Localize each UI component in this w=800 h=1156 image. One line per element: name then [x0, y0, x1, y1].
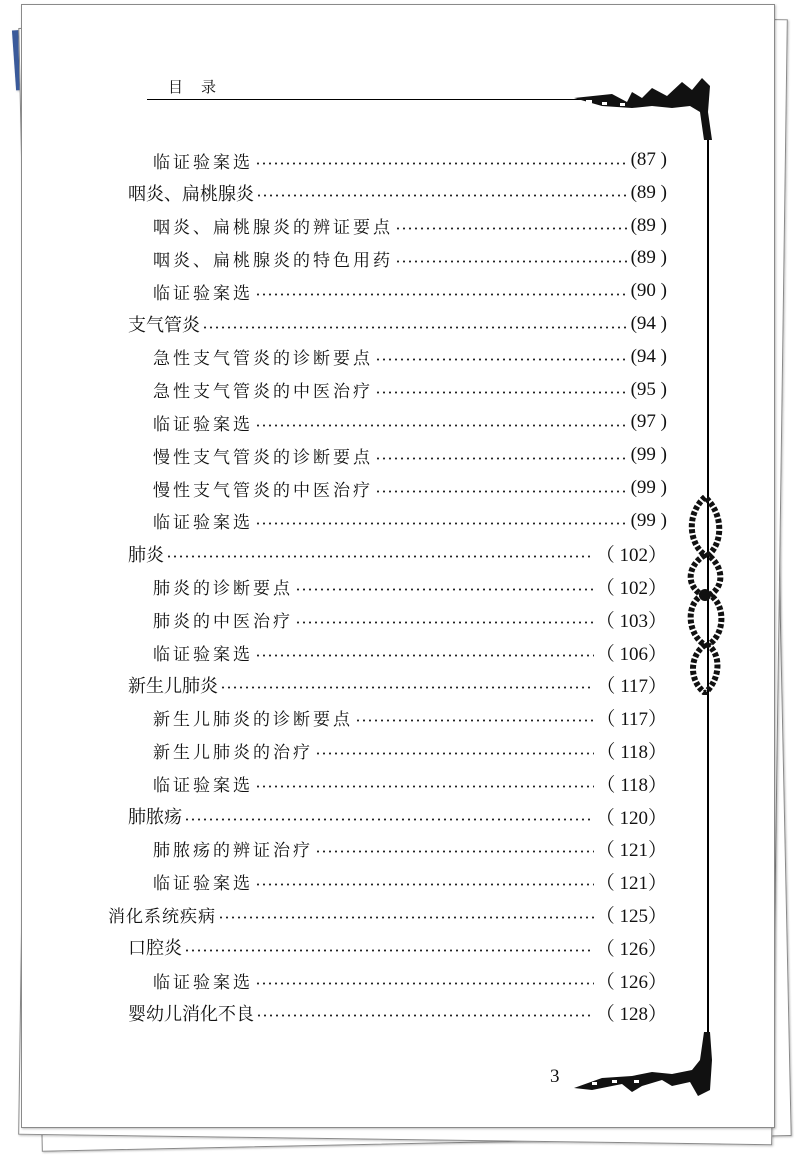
page-ref: 87 [636, 149, 656, 170]
toc-entry-title: 支气管炎 [128, 315, 200, 336]
toc-entry[interactable] [153, 768, 667, 798]
dot-leader [255, 293, 629, 296]
page-ref: 117 [620, 676, 648, 698]
toc-entry-page: （ 120） [595, 807, 667, 829]
toc-entry-page: (89 ) [630, 247, 667, 269]
dot-leader [315, 752, 594, 755]
toc-entry-title: 咽炎、扁桃腺炎的辨证要点 [153, 218, 393, 239]
toc-entry-page: (97 ) [630, 411, 667, 433]
toc-entry[interactable] [128, 309, 667, 339]
dot-leader [255, 162, 629, 165]
toc-entry-page: (99 ) [630, 509, 667, 531]
toc-entry-page: (95 ) [630, 378, 667, 400]
dot-leader [255, 883, 594, 886]
toc-entry-page: （ 106） [595, 643, 667, 665]
dot-leader [315, 850, 594, 853]
toc-entry-title: 肺炎的诊断要点 [153, 578, 293, 599]
toc-entry-page: (94 ) [630, 345, 667, 367]
toc-entry-page: （ 117） [596, 676, 667, 698]
toc-entry-page: （ 117） [596, 709, 667, 731]
dot-leader [220, 686, 594, 689]
dot-leader [184, 818, 594, 821]
toc-entry-title: 慢性支气管炎的诊断要点 [153, 447, 373, 468]
toc-entry-page: (94 ) [630, 313, 667, 334]
page-ref: 106 [619, 643, 648, 665]
toc-entry-title: 新生儿肺炎的治疗 [153, 742, 313, 763]
page-ref: 121 [619, 873, 648, 895]
toc-entry[interactable] [153, 342, 667, 372]
toc-entry-page: (89 ) [630, 181, 667, 203]
toc-entry-title: 急性支气管炎的中医治疗 [153, 382, 373, 403]
toc-entry[interactable] [128, 670, 667, 700]
dot-leader [375, 391, 629, 394]
page-ref: 95 [636, 378, 656, 400]
page-ref: 128 [619, 1004, 648, 1026]
dot-leader [166, 555, 594, 558]
toc-entry-page: (99 ) [630, 477, 667, 498]
toc-entry-page: (90 ) [630, 280, 667, 302]
toc-entry[interactable] [153, 506, 667, 536]
toc-entry-title: 新生儿肺炎的诊断要点 [153, 710, 353, 731]
page-ref: 126 [619, 938, 648, 960]
page-ref: 94 [636, 313, 656, 334]
toc-entry[interactable] [153, 276, 667, 306]
page-ref: 118 [620, 741, 648, 763]
toc-entry[interactable] [153, 407, 667, 437]
dot-leader [375, 490, 629, 493]
toc-entry-title: 临证验案选 [153, 513, 253, 534]
toc-entry[interactable] [153, 145, 667, 175]
dot-leader [255, 654, 594, 657]
toc-entry-page: （ 126） [595, 938, 667, 960]
toc-entry-page: （ 126） [595, 971, 667, 993]
toc-entry[interactable] [153, 735, 667, 765]
toc-entry-page: （ 102） [595, 577, 667, 599]
page-ref: 97 [636, 411, 656, 433]
dot-leader [256, 194, 629, 197]
page-ref: 99 [636, 477, 656, 498]
page-ref: 118 [620, 774, 648, 796]
dot-leader [395, 227, 629, 230]
side-ornament [680, 495, 730, 695]
toc-entry[interactable] [153, 211, 667, 241]
toc-entry[interactable] [153, 604, 667, 634]
toc-entry-page: （ 102） [595, 545, 667, 567]
page-ref: 120 [619, 807, 648, 829]
toc-entry-title: 急性支气管炎的诊断要点 [153, 349, 373, 370]
page-ref: 102 [619, 545, 648, 567]
dot-leader [295, 621, 594, 624]
toc-entry[interactable] [128, 539, 667, 569]
toc-entry-title: 口腔炎 [128, 938, 182, 960]
toc-entry[interactable] [153, 571, 667, 601]
page-ref: 90 [636, 280, 656, 302]
page-ref: 125 [619, 905, 648, 927]
toc-entry-title: 咽炎、扁桃腺炎 [128, 183, 254, 205]
page-ref: 117 [620, 709, 648, 731]
toc-entry[interactable] [153, 867, 667, 897]
toc-entry-page: (87 ) [630, 149, 667, 170]
dot-leader [395, 260, 629, 263]
page-ref: 99 [636, 444, 656, 466]
toc-entry-title: 临证验案选 [153, 644, 253, 665]
page-ref: 102 [619, 577, 648, 599]
dot-leader [255, 982, 594, 985]
toc-entry-page: （ 121） [595, 840, 667, 862]
corner-ornament-top [572, 72, 722, 142]
toc-entry-title: 肺炎 [128, 544, 164, 566]
toc-entry[interactable] [153, 637, 667, 667]
page-ref: 89 [636, 247, 656, 269]
dot-leader [256, 1014, 594, 1017]
toc-entry-page: (89 ) [630, 214, 667, 236]
toc-entry-page: (99 ) [630, 444, 667, 466]
toc-entry-page: （ 103） [595, 610, 667, 632]
toc-entry-title: 临证验案选 [153, 972, 253, 993]
toc-entry-title: 临证验案选 [153, 283, 253, 304]
running-header: 目录 [168, 78, 235, 96]
toc-entry-page: （ 118） [596, 774, 667, 796]
toc-entry[interactable] [128, 932, 667, 962]
toc-entry-page: （ 118） [596, 741, 667, 763]
header-rule [147, 99, 587, 100]
toc-entry-title: 婴幼儿消化不良 [128, 1003, 254, 1025]
page-ref: 121 [619, 840, 648, 862]
toc-entry-page: （ 121） [595, 873, 667, 895]
dot-leader [355, 719, 594, 722]
dot-leader [202, 326, 629, 329]
toc-entry-title: 临证验案选 [153, 775, 253, 796]
dot-leader [255, 424, 629, 427]
page-ref: 103 [619, 610, 648, 632]
dot-leader [255, 785, 594, 788]
toc-entry-title: 临证验案选 [153, 874, 253, 895]
dot-leader [184, 949, 594, 952]
page-ref: 89 [636, 214, 656, 236]
toc-entry[interactable] [128, 998, 667, 1028]
toc-entry-page: （ 128） [595, 1004, 667, 1026]
toc-entry-page: （ 125） [595, 905, 667, 927]
corner-ornament-bottom [572, 1030, 722, 1100]
toc-entry-title: 肺脓疡的辨证治疗 [153, 841, 313, 862]
toc-entry-title: 临证验案选 [153, 414, 253, 435]
toc-entry[interactable] [128, 801, 667, 831]
toc-entry[interactable] [153, 375, 667, 405]
toc-entry[interactable] [153, 440, 667, 470]
toc-entry[interactable] [153, 834, 667, 864]
toc-entry-title: 肺脓疡 [128, 807, 182, 828]
page-ref: 99 [636, 509, 656, 531]
toc-entry[interactable] [153, 703, 667, 733]
dot-leader [375, 358, 629, 361]
toc-entry-title: 临证验案选 [153, 152, 253, 173]
toc-entry-title: 咽炎、扁桃腺炎的特色用药 [153, 250, 393, 271]
toc-entry[interactable] [108, 899, 667, 929]
toc-entry[interactable] [153, 965, 667, 995]
toc-entry-title: 慢性支气管炎的中医治疗 [153, 480, 373, 501]
toc-entry-title: 新生儿肺炎 [128, 675, 218, 697]
toc-entry[interactable] [153, 243, 667, 273]
dot-leader [218, 916, 594, 919]
toc-entry-title: 消化系统疾病 [108, 906, 216, 927]
toc-entry[interactable] [128, 178, 667, 208]
toc-entry[interactable] [153, 473, 667, 503]
dot-leader [375, 457, 629, 460]
page-number: 3 [550, 1066, 560, 1087]
page-ref: 89 [636, 181, 656, 203]
toc-entry-title: 肺炎的中医治疗 [153, 611, 293, 632]
page-ref: 94 [636, 345, 656, 367]
dot-leader [255, 522, 629, 525]
dot-leader [295, 588, 594, 591]
page-ref: 126 [619, 971, 648, 993]
